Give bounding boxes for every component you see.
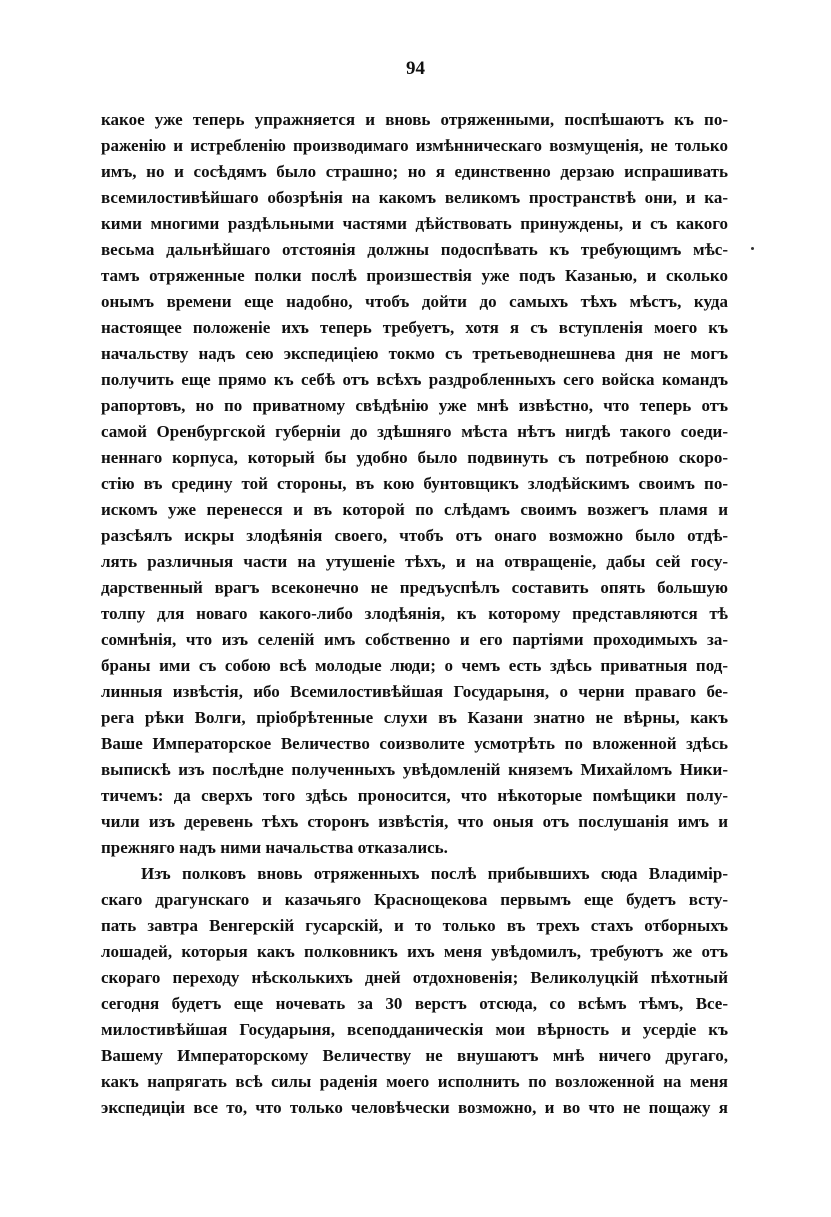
text-line: сегодня будетъ еще ночевать за 30 верстъ отсюда, со всѣмъ тѣмъ, Все-	[101, 994, 728, 1013]
text-line: толпу для новаго какого-либо злодѣянія, къ которому представляются тѣ	[101, 604, 728, 623]
text-line: милостивѣйшая Государыня, всеподданическія мои вѣрность и усердіе къ	[101, 1020, 728, 1039]
text-line: тамъ отряженные полки послѣ произшествія уже подъ Казанью, и сколько	[101, 266, 728, 285]
text-line: выпискѣ изъ послѣдне полученныхъ увѣдомленій княземъ Михайломъ Ники-	[101, 760, 728, 779]
text-line: неннаго корпуса, который бы удобно было подвинуть съ потребною скоро-	[101, 448, 728, 467]
text-line: Изъ полковъ вновь отряженныхъ послѣ прибывшихъ сюда Владимір-	[141, 864, 728, 883]
text-line: искомъ уже перенесся и въ которой по слѣдамъ своимъ возжегъ пламя и	[101, 500, 728, 519]
text-line: линныя извѣстія, ибо Всемилостивѣйшая Государыня, о черни праваго бе-	[101, 682, 728, 701]
text-line: кими многими раздѣльными частями дѣйствовать принуждены, и съ какого	[101, 214, 728, 233]
text-line: лошадей, которыя какъ полковникъ ихъ меня увѣдомилъ, требуютъ же отъ	[101, 942, 728, 961]
paragraph	[101, 861, 728, 1121]
text-line: сомнѣнія, что изъ селеній имъ собственно и его партіями проходимыхъ за-	[101, 630, 728, 649]
text-line: пать завтра Венгерскій гусарскій, и то только въ трехъ стахъ отборныхъ	[101, 916, 728, 935]
text-line: дарственный врагъ всеконечно не предъуспѣлъ составить опять большую	[101, 578, 728, 597]
text-line: прежняго надъ ними начальства отказались.	[101, 838, 448, 857]
text-line: Ваше Императорское Величество соизволите усмотрѣть по вложенной здѣсь	[101, 734, 728, 753]
text-line: начальству надъ сею экспедиціею токмо съ третьеводнешнева дня не могъ	[101, 344, 728, 363]
text-line: всемилостивѣйшаго обозрѣнія на какомъ великомъ пространствѣ они, и ка-	[101, 188, 728, 207]
text-line: лять различныя части на утушеніе тѣхъ, и на отвращеніе, дабы сей госу-	[101, 552, 728, 571]
paragraph	[101, 107, 728, 861]
text-line: какое уже теперь упражняется и вновь отряженными, поспѣшаютъ къ по-	[101, 110, 728, 129]
text-line: имъ, но и сосѣдямъ было страшно; но я единственно дерзаю испрашивать	[101, 162, 728, 181]
scan-speck	[751, 247, 754, 250]
text-line: скаго драгунскаго и казачьяго Краснощекова первымъ еще будетъ всту-	[101, 890, 728, 909]
text-line: весьма дальнѣйшаго отстоянія должны подоспѣвать къ требующимъ мѣс-	[101, 240, 728, 259]
text-line: разсѣялъ искры злодѣянія своего, чтобъ отъ онаго возможно было отдѣ-	[101, 526, 728, 545]
page-number: 94	[406, 58, 425, 79]
text-line: стію въ средину той стороны, въ кою бунтовщикъ злодѣйскимъ своимъ по-	[101, 474, 728, 493]
text-line: экспедиціи все то, что только человѣчески возможно, и во что не пощажу я	[101, 1098, 728, 1117]
text-line: получить еще прямо къ себѣ отъ всѣхъ раздробленныхъ сего войска командъ	[101, 370, 728, 389]
text-line: какъ напрягать всѣ силы раденія моего исполнить по возложенной на меня	[101, 1072, 728, 1091]
text-line: скораго переходу нѣсколькихъ дней отдохновенія; Великолуцкій пѣхотный	[101, 968, 728, 987]
text-line: настоящее положеніе ихъ теперь требуетъ, хотя я съ вступленія моего къ	[101, 318, 728, 337]
text-line: рапортовъ, но по приватному свѣдѣнію уже мнѣ извѣстно, что теперь отъ	[101, 396, 728, 415]
text-line: раженію и истребленію производимаго измѣнническаго возмущенія, не только	[101, 136, 728, 155]
text-line: рега рѣки Волги, пріобрѣтенные слухи въ Казани знатно не вѣрны, какъ	[101, 708, 728, 727]
text-line: онымъ времени еще надобно, чтобъ дойти до самыхъ тѣхъ мѣстъ, куда	[101, 292, 728, 311]
body-text	[101, 107, 728, 1121]
text-line: Вашему Императорскому Величеству не внушаютъ мнѣ ничего другаго,	[101, 1046, 728, 1065]
text-line: чили изъ деревень тѣхъ сторонъ извѣстія, что оныя отъ послушанія имъ и	[101, 812, 728, 831]
text-line: тичемъ: да сверхъ того здѣсь проносится, что нѣкоторые помѣщики полу-	[101, 786, 728, 805]
text-line: браны ими съ собою всѣ молодые люди; о чемъ есть здѣсь приватныя под-	[101, 656, 728, 675]
text-line: самой Оренбургской губерніи до здѣшняго мѣста нѣтъ нигдѣ такого соеди-	[101, 422, 728, 441]
